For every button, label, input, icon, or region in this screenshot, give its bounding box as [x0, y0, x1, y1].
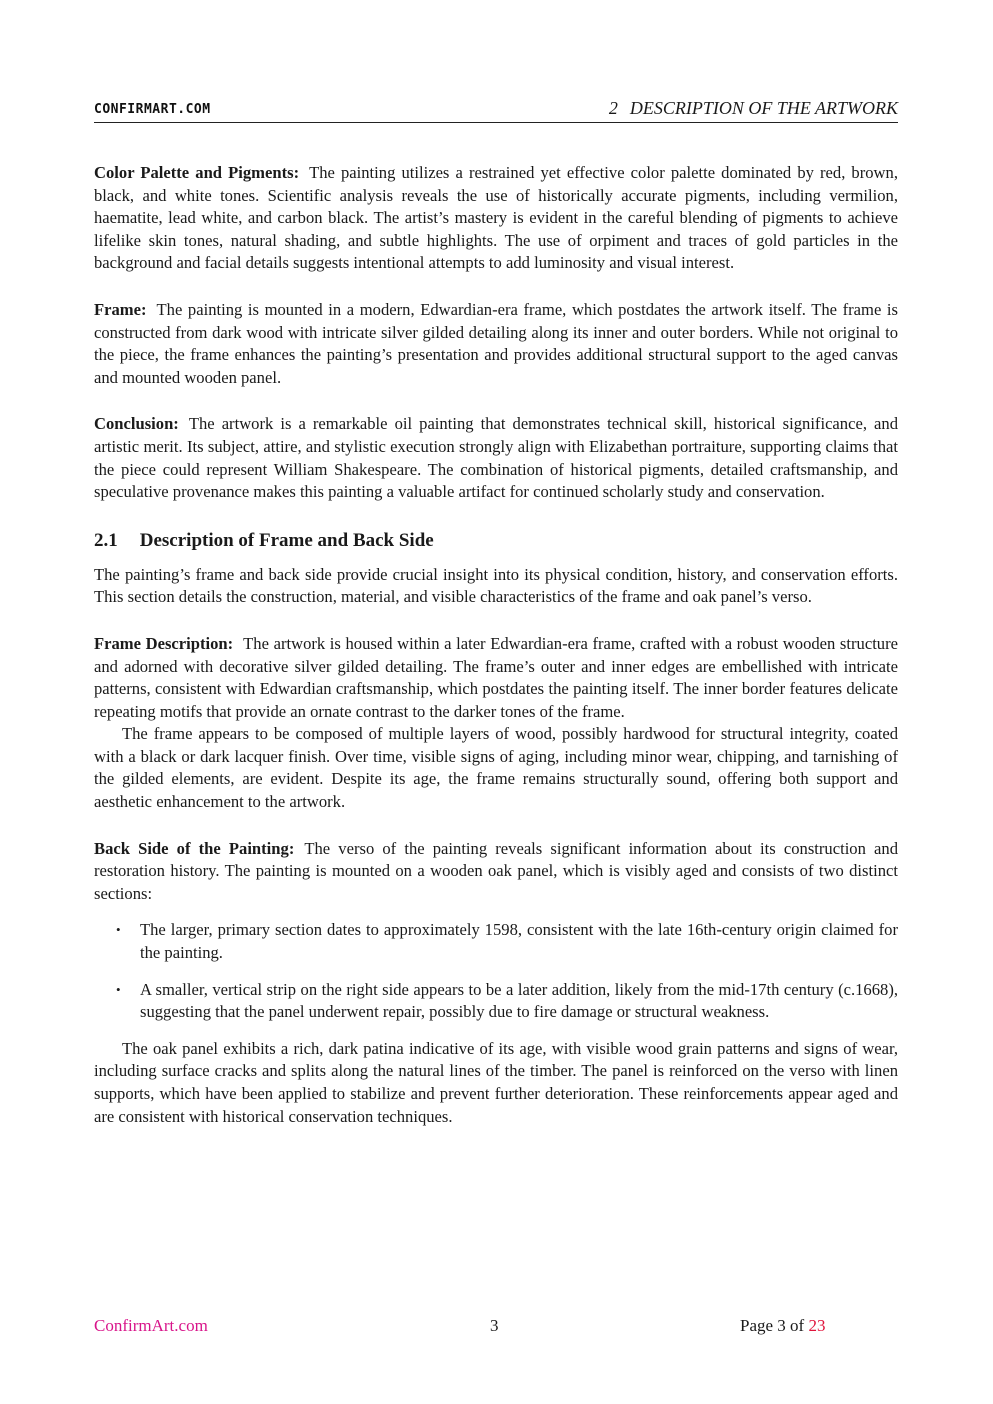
paragraph-lead: Back Side of the Painting:	[94, 838, 295, 858]
subsection-heading	[94, 528, 898, 554]
list-item-text: A smaller, vertical strip on the right side appears to be a later addition, likely from the mid-17th century (c.1668), suggesting that the panel underwent repair, possibly due to fire damage or structural weakness.	[140, 979, 898, 1022]
paragraph-text: The painting utilizes a restrained yet effective color palette dominated by red, brown, black, and white tones. Scientific analysis reveals the use of historically accurate pigments, including vermilion, haematite, lead white, and carbon black. The artist’s mastery is evident in the careful blending of pigments to achieve lifelike skin tones, natural shading, and subtle highlights. The use of orpiment and traces of gold particles in the background and facial details suggests intentional attempts to add luminosity and visual interest.	[94, 163, 898, 273]
subsection-number: 2.1	[94, 529, 118, 551]
page-footer	[94, 1316, 898, 1340]
paragraph-frame-layers: The frame appears to be composed of multiple layers of wood, possibly hardwood for structural integrity, coated with a black or dark lacquer finish. Over time, visible signs of aging, including minor wear, chipping, and tarnishing of the gilded elements, are evident. Despite its age, the frame remains structurally sound, offering both support and aesthetic enhancement to the artwork.	[94, 724, 898, 812]
paragraph-oak-panel: The oak panel exhibits a rich, dark patina indicative of its age, with visible wood grain patterns and signs of wear, including surface cracks and splits along the natural lines of the timber. The panel is reinforced on the verso with linen supports, which have been applied to stabilize and prevent further deterioration. These reinforcements appear aged and are consistent with historical conservation techniques.	[94, 1038, 898, 1126]
footer-page-count	[740, 1316, 825, 1336]
paragraph-lead: Color Palette and Pigments:	[94, 163, 300, 182]
footer-site-link[interactable]: ConfirmArt.com	[94, 1316, 208, 1335]
paragraph-color-palette	[94, 162, 898, 275]
paragraph-text: The verso of the painting reveals significant information about its construction and restoration history. The painting is mounted on a wooden oak panel, which is visibly aged and consists of two distinct sections:	[94, 838, 899, 903]
footer-page-number: 3	[490, 1316, 499, 1335]
subsection-title: Description of Frame and Back Side	[139, 529, 434, 551]
paragraph-lead: Conclusion:	[94, 414, 179, 434]
site-logo: CONFIRMART.COM	[94, 102, 211, 117]
paragraph-text: The painting is mounted in a modern, Edwardian-era frame, which postdates the artwork itself. The frame is constructed from dark wood with intricate silver gilded detailing along its inner and outer borders. While not original to the piece, the frame enhances the painting’s presentation and provides additional structural support to the aged canvas and mounted wooden panel.	[94, 299, 898, 387]
paragraph-back-side	[94, 838, 898, 906]
paragraph-frame	[94, 299, 898, 389]
panel-sections-list	[94, 919, 898, 1023]
page-header	[94, 98, 898, 123]
page-total-link[interactable]: 23	[808, 1316, 826, 1335]
page-content	[94, 162, 898, 1128]
bullet-icon: •	[116, 922, 121, 938]
paragraph-conclusion	[94, 413, 898, 503]
list-item-text: The larger, primary section dates to approximately 1598, consistent with the late 16th-century origin claimed for the painting.	[140, 920, 898, 963]
paragraph-lead: Frame Description:	[94, 633, 234, 653]
list-item	[94, 919, 898, 964]
running-section-title: DESCRIPTION OF THE ARTWORK	[629, 98, 898, 118]
bullet-icon: •	[116, 981, 121, 997]
running-header	[609, 98, 898, 119]
paragraph-text: The artwork is housed within a later Edwardian-era frame, crafted with a robust wooden structure and adorned with decorative silver gilded detailing. The frame’s outer and inner edges are embellished with intricate patterns, consistent with Edwardian craftsmanship, which postdates the painting itself. The inner border features delicate repeating motifs that provide an ornate contrast to the darker tones of the frame.	[94, 633, 898, 721]
running-section-number: 2	[608, 98, 618, 118]
paragraph-frame-description	[94, 633, 898, 723]
paragraph-text: The artwork is a remarkable oil painting that demonstrates technical skill, historical significance, and artistic merit. Its subject, attire, and stylistic execution strongly align with Elizabethan portraiture, supporting claims that the piece could represent William Shakespeare. The combination of historical pigments, detailed craftsmanship, and speculative provenance makes this painting a valuable artifact for continued scholarly study and conservation.	[94, 414, 898, 502]
list-item	[94, 979, 898, 1024]
page-count-prefix: Page 3 of	[740, 1316, 805, 1335]
paragraph-lead: Frame:	[94, 299, 147, 319]
paragraph-intro: The painting’s frame and back side provide crucial insight into its physical condition, history, and conservation efforts. This section details the construction, material, and visible characteristics of the frame and oak panel’s verso.	[94, 564, 898, 607]
